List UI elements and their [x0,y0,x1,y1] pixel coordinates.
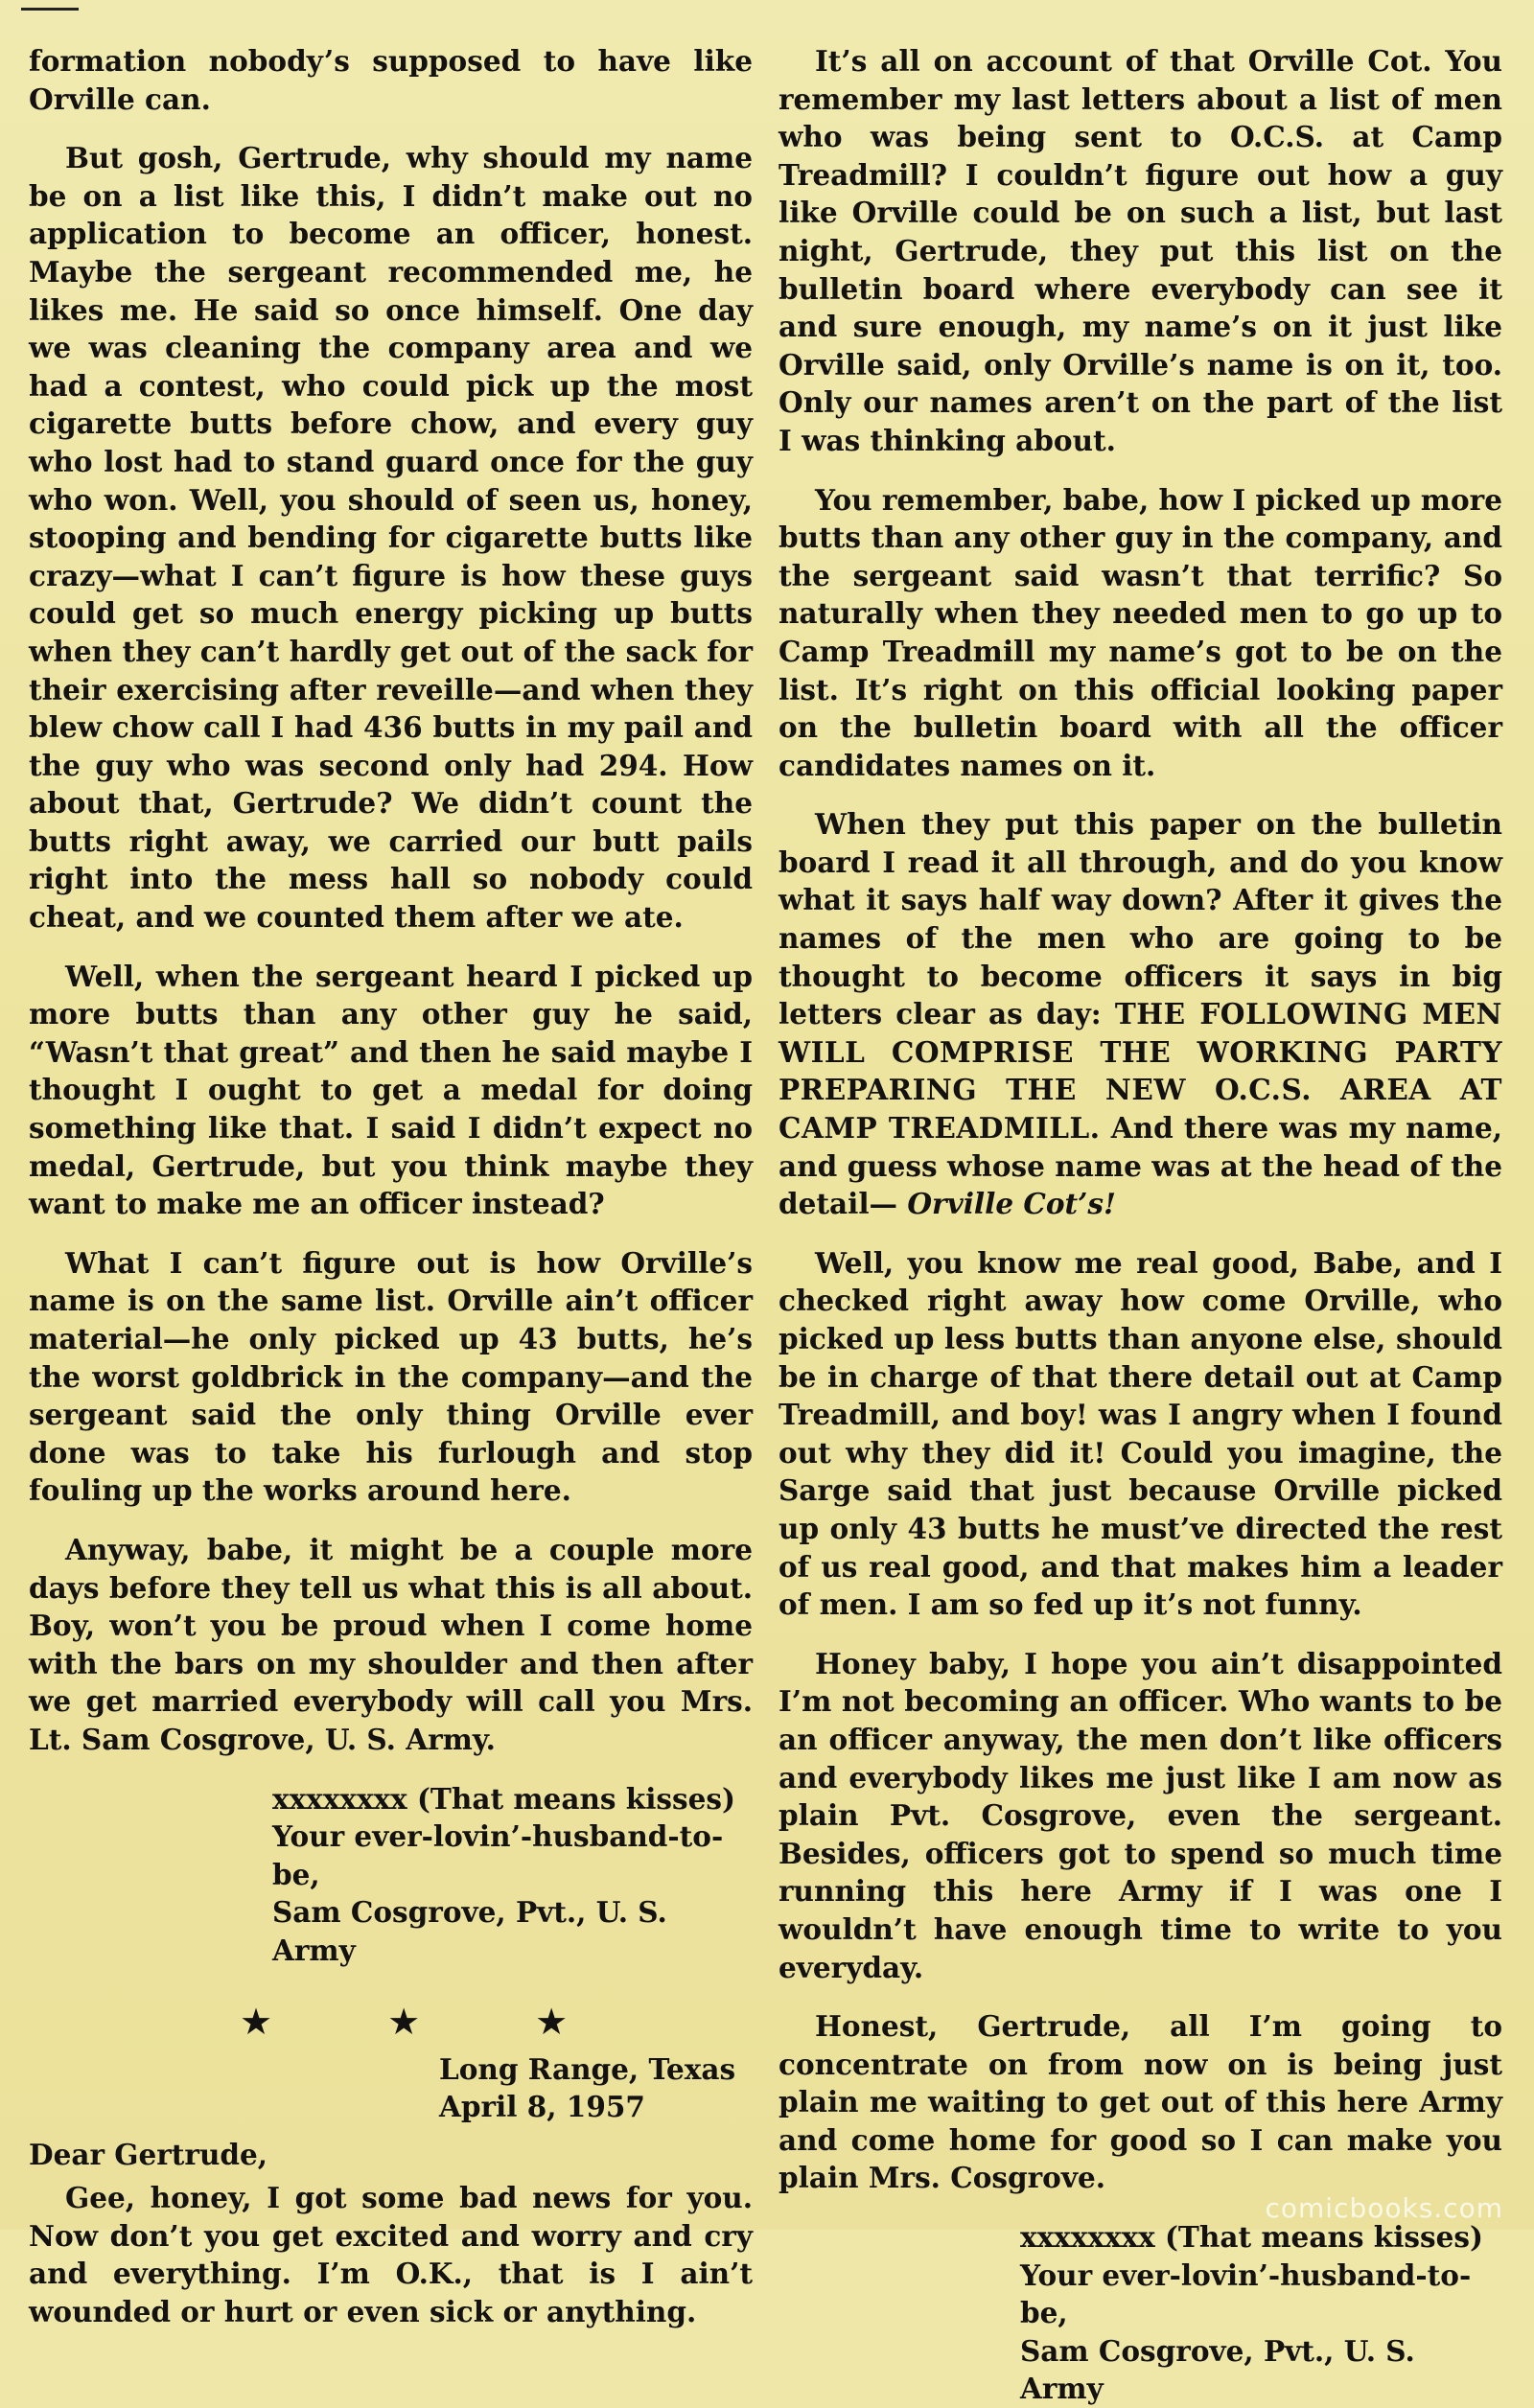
paragraph: What I can’t figure out is how Orville’s name is on the same list. Orville ain’t officer material—he only picked up 43 butts, he’s the worst goldbrick in the company—and the sergeant said the only thing Orville ever done was to take his furlough and stop fouling up the works around here. [29,1245,753,1508]
star-icon: ★ [535,2000,569,2043]
top-rule [21,8,79,11]
letter-place: Long Range, Texas [439,2051,736,2086]
right-column [779,42,1502,2408]
announcement-caps: THE FOLLOWING MEN WILL COMPRISE THE WORKING PARTY PREPARING THE NEW O.C.S. AREA AT CAMP TREADMILL. [779,997,1502,1146]
left-column [29,42,753,2352]
watermark: comicbooks.com [1265,2192,1503,2224]
letter-date: April 8, 1957 [439,2090,645,2124]
signature-closing: Your ever-lovin’-husband-to-be, [1020,2258,1472,2330]
paragraph: Honey baby, I hope you ain’t disappointed I’m not becoming an officer. Who wants to be an officer anyway, the men don’t like officers and everybody likes me just like I am now as plain Pvt. Cosgrove, even the sergeant. Besides, officers got to spend so much time running this here Army if I was one I wouldn’t have enough time to write to you everyday. [779,1646,1502,1984]
signature-name: Sam Cosgrove, Pvt., U. S. Army [1020,2333,1415,2406]
paragraph: But gosh, Gertrude, why should my name be on a list like this, I didn’t make out no application to become an officer, honest. Maybe the sergeant recommended me, he likes me. He said so once himself. One day we was cleaning the company area and we had a contest, who could pick up the most cigarette butts before chow, and every guy who lost had to stand guard once for the guy who won. Well, you should of seen us, honey, stooping and bending for cigarette butts like crazy—what I can’t figure is how these guys could get so much energy picking up butts when they can’t hardly get out of the sack for their exercising after reveille—and when they blew chow call I had 436 butts in my pail and the guy who was second only had 294. How about that, Gertrude? We didn’t count the butts right away, we carried our butt pails right into the mess hall so nobody could cheat, and we counted them after we ate. [29,141,753,935]
paragraph-text: And there was my name, and guess whose name was at the head of the detail— [779,1111,1502,1221]
paragraph: It’s all on account of that Orville Cot. You remember my last letters about a list of men who was being sent to O.C.S. at Camp Treadmill? I couldn’t figure out how a guy like Orville could be on such a list, but last night, Gertrude, they put this list on the bulletin board where everybody can see it and sure enough, my name’s on it just like Orville said, only Orville’s name is on it, too. Only our names aren’t on the part of the list I was thinking about. [779,44,1502,457]
paragraph: Well, you know me real good, Babe, and I checked right away how come Orville, who picked up less butts than anyone else, should be in charge of that there detail out at Camp Treadmill, and boy! was I angry when I found out why they did it! Could you imagine, the Sarge said that just because Orville picked up only 43 butts he must’ve directed the rest of us real good, and that makes him a leader of men. I am so fed up it’s not funny. [779,1245,1502,1622]
star-icon: ★ [387,2000,421,2043]
paragraph: You remember, babe, how I picked up more butts than any other guy in the company, and the sergeant said wasn’t that terrific? So naturally when they needed men to go up to Camp Treadmill my name’s got to be on the list. It’s right on this official looking paper on the bulletin board with all the officer candidates names on it. [779,482,1502,782]
paragraph: Well, when the sergeant heard I picked up more butts than any other guy he said, “Wasn’t that great” and then he said maybe I thought I ought to get a medal for doing something like that. I said I didn’t expect no medal, Gertrude, but you think maybe they want to make me an officer instead? [29,959,753,1221]
star-divider [240,2000,753,2043]
paragraph: formation nobody’s supposed to have like Orville can. [29,44,753,116]
signature-name: Sam Cosgrove, Pvt., U. S. Army [272,1895,667,1967]
signature-kisses: xxxxxxxx (That means kisses) [1020,2220,1483,2255]
paragraph: Gee, honey, I got some bad news for you. Now don’t you get excited and worry and cry and everything. I’m O.K., that is I ain’t wounded or hurt or even sick or anything. [29,2181,753,2329]
paragraph: Honest, Gertrude, all I’m going to concentrate on from now on is being just plain me waiting to get out of this here Army and come home for good so I can make you plain Mrs. Cosgrove. [779,2009,1502,2195]
paragraph-text: When they put this paper on the bulletin board I read it all through, and do you know what it says half way down? After it gives the names of the men who are going to be thought to become officers it says in big letters clear as day: [779,807,1502,1031]
paragraph: Anyway, babe, it might be a couple more days before they tell us what this is all about. Boy, won’t you be proud when I come home with the bars on my shoulder and then after we get married everybody will call you Mrs. Lt. Sam Cosgrove, U. S. Army. [29,1532,753,1756]
paragraph [779,805,1502,1223]
signature-kisses: xxxxxxxx (That means kisses) [272,1781,735,1816]
letter-greeting: Dear Gertrude, [29,2137,268,2171]
paragraph-emphasis: Orville Cot’s! [907,1187,1116,1221]
star-icon: ★ [240,2000,273,2043]
signature-closing: Your ever-lovin’-husband-to-be, [272,1819,724,1891]
